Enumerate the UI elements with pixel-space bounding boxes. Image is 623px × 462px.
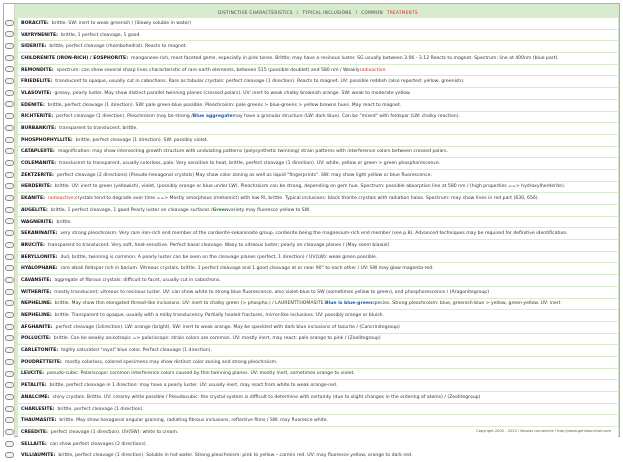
binding-ring: [5, 55, 14, 61]
mineral-description-tail: group): [465, 394, 481, 400]
mineral-description: transparent to translucent, brittle.: [59, 126, 138, 132]
mineral-description: brittle, perfect cleavage (1 direction).: [57, 406, 144, 412]
binding-ring: [5, 101, 14, 107]
mineral-description: manganese-rich, most faceted gems, especially in pink tones. Brittle; may have a resinous luster. SG usually between 3.06 - 3.12 Reacts to magnet. Spectrum: line at 400nm (blue part).: [131, 55, 559, 61]
mineral-description: brittle, perfect cleavage (1 direction). SW: possibly violet.: [75, 137, 209, 143]
mineral-description: brittle. Can be weakly anisotropic => polariscope: strain colors are common. UV: mostly inert, may react: pale orange to pink / (: [53, 336, 350, 342]
binding-ring: [5, 347, 14, 353]
group-name: Zeolite: [349, 336, 366, 342]
mineral-row: [18, 205, 618, 216]
mineral-name: VILLIAUMITE:: [21, 453, 56, 459]
mineral-description: brittle, perfect cleavage (rhombohedral). Reacts to magnet.: [49, 44, 188, 50]
mineral-name: WITHERITE:: [21, 289, 52, 295]
binding-ring: [5, 195, 14, 201]
mineral-name: POUDRETTEITE:: [21, 359, 62, 365]
mineral-description: rare alkali feldspar rich in barium. Vitreous crystals, brittle. 1 perfect cleavage and 1 good cleavage at or near 90° to each other / UV: SW may glow magenta-red.: [60, 266, 434, 272]
sheet-header: [18, 7, 618, 18]
mineral-row: [18, 439, 618, 450]
mineral-row: [18, 170, 618, 181]
mineral-description: brittle, perfect cleavage (1 direction). Soluble in hot water. Strong pleochroism: pink to yellow – carmin red. UV: may fluoresce yellow, orange to dark red.: [58, 453, 413, 459]
header-separator: /: [355, 10, 358, 15]
binding-ring: [5, 207, 14, 213]
mineral-description: translucent to transparent, usually colorless, pale. Very sensitive to heat, brittle, perfect cleavage (1 direction). UV: white, yellow or green > green phosphorescence.: [59, 161, 441, 167]
binding-ring: [5, 324, 14, 330]
mineral-description: brittle. Transparent to opaque, usually with a milky translucency. Partially healed fractures, mirror-like inclusions. UV: possibly orange or bluish.: [54, 313, 385, 319]
mineral-row: [18, 380, 618, 391]
binding-ring: [5, 382, 14, 388]
binding-ring: [5, 406, 14, 412]
mineral-name: VAYRYNENITE:: [21, 32, 58, 38]
binding-ring: [5, 137, 14, 143]
mineral-description: can show perfect cleavages (2 directions).: [49, 441, 148, 447]
mineral-name: BURBANKITE:: [21, 126, 57, 132]
binding-ring: [5, 148, 14, 154]
binding-ring: [5, 20, 14, 26]
binding-ring: [5, 230, 14, 236]
mineral-name: CHARLESITE:: [21, 406, 55, 412]
mineral-name: EKANITE:: [21, 196, 45, 202]
mineral-description: brittle. UV: inert to green (yellowish), violet, (possibly orange or blue under LW). Pleochroism can be strong, depending on gem hue. Spectrum: possible absorption line at 580 nm / (high properties ==> hydroxylherderite).: [54, 184, 566, 190]
binding-ring: [5, 183, 14, 189]
mineral-name: WAGNERITE:: [21, 219, 54, 225]
mineral-name: HERDERITE:: [21, 184, 52, 190]
binding-ring: [5, 78, 14, 84]
mineral-name: NEPHELINE:: [21, 301, 52, 307]
binding-ring: [5, 417, 14, 423]
mineral-name: ANALCIME:: [21, 394, 50, 400]
mineral-description: mostly colorless, colored specimens may show distinct color zoning and strong pleochroism.: [64, 359, 278, 365]
mineral-row: [18, 404, 618, 415]
mineral-description: dull, brittle, twinning is common. A pearly luster can be seen on the cleavage planes (perfect, 1 direction) / UV(LW): weak green possible.: [60, 254, 378, 260]
binding-ring: [5, 335, 14, 341]
mineral-description: very strong pleochroism. Very rare iron-rich end member of the cordierite-sekaninaite group, cordierite being the magnesium-rich end member (see p.8). Advanced techniques may be required for definitive identification.: [60, 231, 568, 237]
mineral-name: VLASOVITE:: [21, 90, 52, 96]
reference-sheet: [3, 3, 620, 459]
mineral-row: [18, 345, 618, 356]
mineral-name: CHILDRENITE (IRON-RICH) / EOSPHORITE:: [21, 55, 129, 61]
mineral-description-tail: may have a granular structure (LW: dark blue). Can be "mixed" with feldspar (LW: chalky reaction).: [232, 114, 460, 120]
mineral-name: POLLUCITE:: [21, 336, 51, 342]
header-inclusions: TYPICAL INCLUSIONS: [302, 10, 352, 15]
mineral-row: [18, 182, 618, 193]
mineral-row: [18, 41, 618, 52]
radioactive-note: radioactive.: [359, 67, 387, 73]
mineral-description: highly saturated "royal" blue color. Perfect cleavage (1 direction).: [61, 348, 212, 354]
mineral-description-tail: group): [473, 289, 489, 295]
mineral-name: BERYLLONITE:: [21, 254, 58, 260]
binding-ring: [5, 312, 14, 318]
mineral-description: greasy, pearly luster. May show distinct parallel twinning planes (crossed polars). UV: inert to weak chalky brownish orange. SW: weak to moderate yellow.: [54, 90, 411, 96]
mineral-name: SEKANINAITE:: [21, 231, 58, 237]
mineral-description: brittle, 1 perfect cleavage, 1 good.: [60, 32, 141, 38]
group-name: Cancrinite: [361, 324, 385, 330]
mineral-row: [18, 30, 618, 41]
mineral-name: CATAPLEIITE:: [21, 149, 55, 155]
mineral-name: CREEDITE:: [21, 429, 48, 435]
mineral-description: spectrum: can show several sharp lines characteristic of rare earth elements, between 515 (possible doublet) and 580 nm / Weakly: [56, 67, 360, 73]
mineral-description-tail: variety may fluoresce yellow to SW.: [228, 207, 311, 213]
mineral-row: [18, 123, 618, 134]
mineral-row: [18, 100, 618, 111]
mineral-row: [18, 158, 618, 169]
binding-ring: [5, 254, 14, 260]
mineral-name: AFGHANITE:: [21, 324, 53, 330]
mineral-name: RICHTERITE:: [21, 114, 54, 120]
copyright-notice: Copyright 2002 - 2023 / Nicolas Lecuenche / http://www.gemlaunchoir.com: [476, 429, 611, 433]
mineral-name: PHOSPHOPHYLLITE:: [21, 137, 73, 143]
binding-ring: [5, 289, 14, 295]
mineral-description: shiny crystals. Brittle. UV: creamy white possible / Pseudocubic: the crystal system is difficult to determine with certainty (due to slight changes in the ordering of atoms) / (: [52, 394, 450, 400]
mineral-name: EDENITE:: [21, 102, 45, 108]
binding-ring: [5, 31, 14, 37]
mineral-description: brittle, perfect cleavage in 1 direction: may have a pearly luster. UV: usually inert, may react from white to weak orange-red.: [49, 383, 338, 389]
color-note: Blue aggregate: [192, 114, 233, 120]
binding-ring: [5, 242, 14, 248]
binding-ring: [5, 43, 14, 49]
mineral-description: brittle. May show thin elongated thread-like inclusions. UV: inert to chalky green (> phospho.) / LAURENTTHOMASITE:: [54, 301, 326, 307]
mineral-row: [18, 415, 618, 426]
binding-ring: [5, 113, 14, 119]
mineral-name: HYALOPHANE:: [21, 266, 58, 272]
mineral-row: [18, 112, 618, 123]
mineral-row: [18, 88, 618, 99]
binding-ring: [5, 371, 14, 377]
mineral-description: brittle. May show hexagonal angular graining, radiating fibrous inclusions, reflective films / SW: may fluoresce white.: [59, 418, 329, 424]
header-characteristics: DISTINCTIVE CHARACTERISTICS: [218, 10, 293, 15]
mineral-row: [18, 193, 618, 204]
mineral-row: [18, 217, 618, 228]
mineral-description: perfect cleavage (1direction). LW: orange (bright). SW: inert to weak orange. May be speckled with dark blue inclusions of lazurite / (: [55, 324, 362, 330]
mineral-row: [18, 334, 618, 345]
mineral-name: CAVANSITE:: [21, 277, 52, 283]
mineral-row: [18, 263, 618, 274]
mineral-row: [18, 53, 618, 64]
mineral-row: [18, 18, 618, 29]
mineral-description: aggregate of fibrous crystals: difficult to facet, usually cut in cabochons.: [54, 277, 221, 283]
mineral-description: brittle, perfect cleavage (1 direction). SW: pale green-blue possible. Pleochroism: pale greens > blue-greens > yellow browns hues. May react to magnet.: [47, 102, 402, 108]
mineral-row: [18, 369, 618, 380]
binding-ring: [5, 90, 14, 96]
mineral-row: [18, 322, 618, 333]
mineral-description-tail: species. Strong pleochroism: blue, greenish-blue > yellow, green-yellow. UV: inert: [372, 301, 561, 307]
mineral-row: [18, 392, 618, 403]
mineral-row: [18, 228, 618, 239]
mineral-name: CARLETONITE:: [21, 348, 59, 354]
mineral-row: [18, 287, 618, 298]
mineral-row: [18, 76, 618, 87]
spiral-binding: [4, 4, 15, 438]
mineral-list: [18, 18, 618, 462]
binding-ring: [5, 66, 14, 72]
mineral-row: [18, 135, 618, 146]
radioactive-note: radioactive;: [47, 196, 76, 202]
mineral-row: [18, 65, 618, 76]
binding-ring: [5, 265, 14, 271]
mineral-row: [18, 147, 618, 158]
mineral-description: pseudo-cubic. Polariscope: common interference colors caused by thin twinning planes. UV: mostly inert, sometimes orange to violet.: [47, 371, 355, 377]
binding-ring: [5, 300, 14, 306]
mineral-description: mostly translucent; vitreous to resinous luster. UV: can show white to strong blue fluorescence, also violet-blue to SW (sometimes yellow to green), and phosphorescence / (: [54, 289, 452, 295]
mineral-description: perfect cleavage (1 direction). Pleochroism may be strong /: [56, 114, 193, 120]
binding-ring: [5, 277, 14, 283]
mineral-name: AUGELITE:: [21, 207, 48, 213]
mineral-row: [18, 357, 618, 368]
mineral-description-tail: crystals tend to degrade over time ==> Mostly amorphous (metamict) with low RI, brittle. Typical inclusions: black thorite crystals with radiation halos. Spectrum: may show lines in red part (630, 656).: [75, 196, 540, 202]
group-name: Zeolite: [449, 394, 466, 400]
color-note: Green: [212, 207, 229, 213]
binding-ring: [5, 394, 14, 400]
mineral-row: [18, 450, 618, 461]
binding-ring: [5, 125, 14, 131]
mineral-name: LEUCITE:: [21, 371, 44, 377]
binding-ring: [5, 218, 14, 224]
color-note: Blue is blue-green: [325, 301, 373, 307]
mineral-name: REMONDITE:: [21, 67, 54, 73]
mineral-name: BRUCITE:: [21, 242, 45, 248]
mineral-description-tail: group): [365, 336, 381, 342]
group-name: Aragonite: [451, 289, 474, 295]
header-treatments: TREATMENTS: [386, 10, 418, 15]
binding-ring: [5, 359, 14, 365]
mineral-name: PETALITE:: [21, 383, 47, 389]
mineral-name: THAUMASITE:: [21, 418, 57, 424]
mineral-row: [18, 299, 618, 310]
mineral-name: SELLAITE:: [21, 441, 47, 447]
header-common: COMMON: [361, 10, 383, 15]
mineral-description: perfect cleavage (2 directions) (Pseudo-hexagonal crystals) May show color zoning as well as liquid "fingerprints". SW: may show light yellow or blue fluorescence.: [57, 172, 433, 178]
mineral-name: BORACITE:: [21, 20, 49, 26]
mineral-description: brittle. SW: inert to weak greenish / (Slowly soluble in water): [51, 20, 192, 26]
mineral-name: FRIEDELITE:: [21, 79, 53, 85]
mineral-name: COLEMANITE:: [21, 161, 57, 167]
binding-ring: [5, 160, 14, 166]
mineral-row: [18, 275, 618, 286]
mineral-row: [18, 310, 618, 321]
mineral-description: transparent to translucent. Very soft, heat-sensitive. Perfect basal cleavage. Waxy to vitreous luster; pearly on cleavage planes / (May seem biaxial): [47, 242, 390, 248]
mineral-description-tail: group): [384, 324, 400, 330]
header-separator: /: [296, 10, 299, 15]
binding-ring: [5, 172, 14, 178]
mineral-description: brittle, 1 perfect cleavage, 1 good Pearly luster on cleavage surfaces /: [50, 207, 213, 213]
mineral-description: translucent to opaque, usually cut in cabochons. Rare as tabular crystals: perfect cleavage (1 direction). Reacts to magnet. UV: possible reddish (also reported: yellow, greenish).: [55, 79, 465, 85]
mineral-name: SIDERITE:: [21, 44, 47, 50]
mineral-description: magnification: may show intersecting growth structure with undulating patterns (polysynthetic twinning) strain patterns with interference colors between crossed polars.: [57, 149, 449, 155]
binding-ring: [5, 441, 14, 447]
mineral-description: perfect cleavage (1 direction). UV(SW): white to cream.: [50, 429, 179, 435]
mineral-name: NEPHELINE:: [21, 313, 52, 319]
mineral-description: brittle.: [56, 219, 72, 225]
mineral-name: ZEKTZERITE:: [21, 172, 54, 178]
binding-ring: [5, 452, 14, 458]
mineral-row: [18, 252, 618, 263]
mineral-row: [18, 240, 618, 251]
binding-ring: [5, 429, 14, 435]
